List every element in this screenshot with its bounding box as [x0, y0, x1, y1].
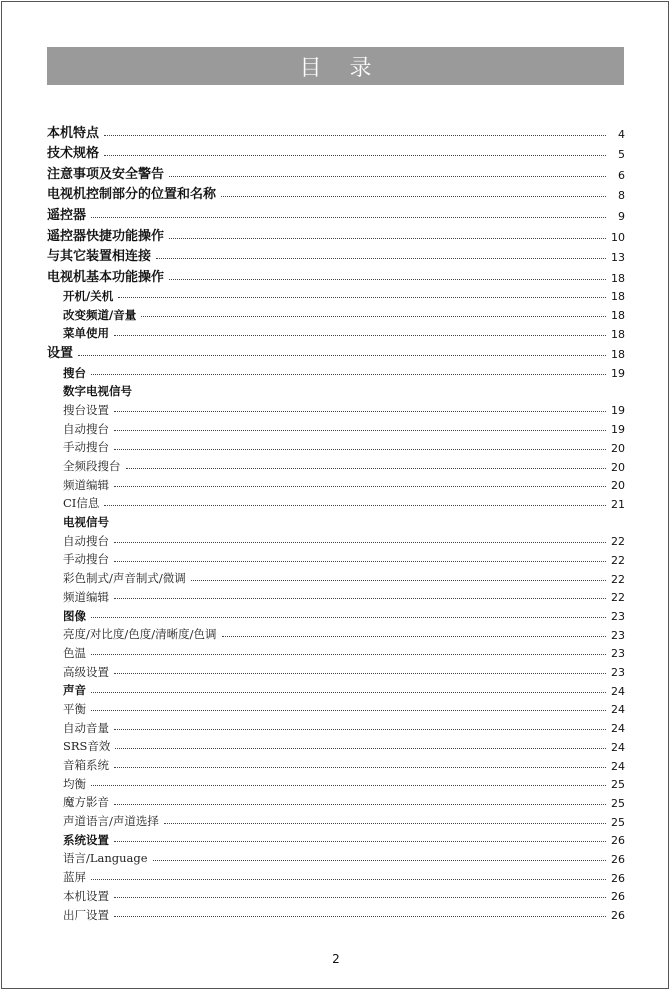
- dot-leader: [104, 504, 606, 506]
- dot-leader: [78, 354, 606, 356]
- toc-entry-page-number: 5: [618, 148, 625, 162]
- toc-entry-page-number: 22: [611, 553, 625, 567]
- dot-leader: [91, 784, 606, 786]
- toc-entry-label: 本机设置: [63, 888, 109, 903]
- dot-leader: [104, 154, 606, 156]
- toc-entry-page-number: 25: [611, 778, 625, 792]
- toc-entry-page-number: 22: [611, 535, 625, 549]
- toc-entry[interactable]: [47, 715, 625, 734]
- toc-entry[interactable]: [47, 902, 625, 921]
- dot-leader: [114, 334, 606, 336]
- toc-entry-page-number: 22: [611, 591, 625, 605]
- toc-entry-page-number: 9: [618, 209, 625, 223]
- toc-entry[interactable]: [47, 659, 625, 678]
- toc-entry[interactable]: [47, 510, 625, 529]
- dot-leader: [114, 485, 606, 487]
- toc-entry-page-number: 22: [611, 572, 625, 586]
- dot-leader: [104, 134, 606, 136]
- toc-entry[interactable]: [47, 454, 625, 473]
- title-bar: [47, 47, 624, 85]
- toc-entry-label: 频道编辑: [63, 477, 109, 492]
- toc-entry[interactable]: [47, 160, 625, 181]
- toc-entry-page-number: 24: [611, 740, 625, 754]
- dot-leader: [164, 822, 606, 824]
- toc-entry-page-number: 24: [611, 722, 625, 736]
- toc-entry[interactable]: [47, 201, 625, 222]
- toc-entry[interactable]: [47, 321, 625, 340]
- toc-entry[interactable]: [47, 243, 625, 264]
- toc-entry-page-number: 24: [611, 759, 625, 773]
- toc-entry-label: 电视机控制部分的位置和名称: [47, 187, 217, 203]
- toc-entry-page-number: 18: [611, 290, 625, 304]
- toc-entry-label: 改变频道/音量: [63, 307, 137, 322]
- toc-entry[interactable]: [47, 473, 625, 492]
- toc-entry-label: 图像: [63, 608, 86, 623]
- dot-leader: [114, 597, 606, 599]
- toc-entry-page-number: 6: [618, 168, 625, 182]
- toc-entry-page-number: 20: [611, 441, 625, 455]
- dot-leader: [114, 766, 606, 768]
- toc-entry-label: 平衡: [63, 701, 86, 716]
- dot-leader: [91, 616, 606, 618]
- toc-entry[interactable]: [47, 140, 625, 161]
- toc-entry-page-number: 20: [611, 479, 625, 493]
- toc-entry-label: 音箱系统: [63, 758, 109, 773]
- dot-leader: [222, 635, 607, 637]
- dot-leader: [91, 878, 606, 880]
- toc-entry-label: 手动搜台: [63, 552, 109, 567]
- dot-leader: [114, 728, 606, 730]
- toc-entry-label: 遥控器快捷功能操作: [47, 228, 165, 244]
- toc-entry-label: 设置: [47, 346, 74, 362]
- dot-leader: [153, 859, 606, 861]
- toc-entry[interactable]: [47, 697, 625, 716]
- dot-leader: [169, 237, 606, 239]
- toc-entry[interactable]: [47, 340, 625, 361]
- dot-leader: [91, 709, 606, 711]
- toc-entry-page-number: 26: [611, 852, 625, 866]
- dot-leader: [114, 429, 606, 431]
- toc-entry-page-number: 13: [611, 251, 625, 265]
- dot-leader: [114, 448, 606, 450]
- toc-entry-page-number: 23: [611, 628, 625, 642]
- toc-entry-page-number: 19: [611, 367, 625, 381]
- toc-entry-page-number: 25: [611, 815, 625, 829]
- toc-entry-label: 魔方影音: [63, 795, 109, 810]
- table-of-contents: [47, 119, 625, 921]
- toc-entry-label: 色温: [63, 645, 86, 660]
- toc-entry-label: 搜台: [63, 365, 86, 380]
- toc-entry[interactable]: [47, 547, 625, 566]
- dot-leader: [118, 296, 606, 298]
- dot-leader: [114, 896, 606, 898]
- dot-leader: [91, 691, 606, 693]
- dot-leader: [114, 672, 606, 674]
- toc-entry[interactable]: [47, 846, 625, 865]
- toc-entry-label: 本机特点: [47, 125, 100, 141]
- toc-entry[interactable]: [47, 398, 625, 417]
- toc-entry-label: 自动搜台: [63, 533, 109, 548]
- toc-entry[interactable]: [47, 491, 625, 510]
- dot-leader: [114, 560, 606, 562]
- toc-entry-label: 声音: [63, 683, 86, 698]
- toc-entry[interactable]: [47, 435, 625, 454]
- toc-entry-page-number: 20: [611, 460, 625, 474]
- dot-leader: [156, 257, 606, 259]
- toc-entry-label: 彩色制式/声音制式/微调: [63, 571, 186, 586]
- toc-entry-page-number: 19: [611, 423, 625, 437]
- dot-leader: [126, 467, 607, 469]
- toc-entry[interactable]: [47, 678, 625, 697]
- toc-entry-label: 全频段搜台: [63, 459, 121, 474]
- toc-entry-label: 系统设置: [63, 832, 109, 847]
- toc-entry-label: 开机/关机: [63, 288, 114, 303]
- dot-leader: [141, 315, 606, 317]
- toc-entry-page-number: 26: [611, 909, 625, 923]
- toc-entry[interactable]: [47, 263, 625, 284]
- page-number: 2: [332, 952, 340, 966]
- toc-entry[interactable]: [47, 119, 625, 140]
- toc-entry-page-number: 18: [611, 327, 625, 341]
- toc-entry-page-number: 8: [618, 189, 625, 203]
- toc-entry-page-number: 21: [611, 497, 625, 511]
- toc-entry-label: 技术规格: [47, 146, 100, 162]
- dot-leader: [91, 373, 606, 375]
- toc-entry[interactable]: [47, 641, 625, 660]
- toc-entry[interactable]: [47, 302, 625, 321]
- toc-entry-page-number: 18: [611, 348, 625, 362]
- dot-leader: [114, 541, 606, 543]
- toc-entry-page-number: 26: [611, 871, 625, 885]
- dot-leader: [91, 216, 606, 218]
- dot-leader: [115, 747, 606, 749]
- toc-entry[interactable]: [47, 529, 625, 548]
- toc-entry[interactable]: [47, 622, 625, 641]
- toc-entry-label: 高级设置: [63, 664, 109, 679]
- toc-entry-page-number: 18: [611, 271, 625, 285]
- toc-entry-page-number: 23: [611, 666, 625, 680]
- toc-entry-page-number: 18: [611, 309, 625, 323]
- toc-entry-page-number: 10: [611, 230, 625, 244]
- toc-entry-label: 数字电视信号: [63, 384, 132, 399]
- toc-entry[interactable]: [47, 884, 625, 903]
- toc-entry-label: 频道编辑: [63, 589, 109, 604]
- toc-entry-label: 搜台设置: [63, 402, 109, 417]
- dot-leader: [91, 653, 606, 655]
- dot-leader: [169, 175, 606, 177]
- dot-leader: [114, 410, 606, 412]
- toc-entry[interactable]: [47, 181, 625, 202]
- page-title: 目录: [299, 55, 400, 81]
- toc-entry-page-number: 23: [611, 610, 625, 624]
- toc-entry-page-number: 26: [611, 890, 625, 904]
- toc-entry-label: 声道语言/声道选择: [63, 814, 159, 829]
- dot-leader: [114, 803, 606, 805]
- toc-entry[interactable]: [47, 360, 625, 379]
- toc-entry-page-number: 24: [611, 703, 625, 717]
- dot-leader: [221, 195, 606, 197]
- toc-entry-page-number: 19: [611, 404, 625, 418]
- toc-entry[interactable]: [47, 566, 625, 585]
- toc-entry[interactable]: [47, 379, 625, 398]
- toc-entry[interactable]: [47, 734, 625, 753]
- toc-entry-label: 均衡: [63, 776, 86, 791]
- toc-entry[interactable]: [47, 828, 625, 847]
- toc-entry-label: 电视机基本功能操作: [47, 269, 165, 285]
- toc-entry-label: 遥控器: [47, 207, 87, 223]
- toc-entry-label: CI信息: [63, 496, 100, 511]
- toc-entry-label: 蓝屏: [63, 870, 86, 885]
- toc-entry[interactable]: [47, 603, 625, 622]
- toc-entry[interactable]: [47, 416, 625, 435]
- toc-entry[interactable]: [47, 585, 625, 604]
- toc-entry-page-number: 23: [611, 647, 625, 661]
- toc-entry[interactable]: [47, 865, 625, 884]
- toc-entry-label: 与其它装置相连接: [47, 249, 152, 265]
- toc-entry-label: SRS音效: [63, 739, 111, 754]
- toc-entry-label: 自动音量: [63, 720, 109, 735]
- toc-entry[interactable]: [47, 753, 625, 772]
- toc-entry[interactable]: [47, 222, 625, 243]
- dot-leader: [169, 278, 606, 280]
- toc-entry-page-number: 24: [611, 684, 625, 698]
- toc-entry-label: 注意事项及安全警告: [47, 166, 165, 182]
- toc-entry-label: 语言/Language: [63, 851, 148, 866]
- toc-entry[interactable]: [47, 790, 625, 809]
- toc-entry-label: 手动搜台: [63, 440, 109, 455]
- toc-entry-label: 自动搜台: [63, 421, 109, 436]
- dot-leader: [191, 579, 606, 581]
- dot-leader: [114, 840, 606, 842]
- toc-entry[interactable]: [47, 772, 625, 791]
- dot-leader: [114, 915, 606, 917]
- toc-entry-page-number: 4: [618, 127, 625, 141]
- toc-entry-label: 亮度/对比度/色度/清晰度/色调: [63, 627, 217, 642]
- toc-entry-label: 出厂设置: [63, 907, 109, 922]
- toc-entry-page-number: 25: [611, 796, 625, 810]
- toc-entry[interactable]: [47, 809, 625, 828]
- toc-entry-label: 菜单使用: [63, 326, 109, 341]
- toc-entry-label: 电视信号: [63, 515, 109, 530]
- toc-entry[interactable]: [47, 284, 625, 303]
- toc-entry-page-number: 26: [611, 834, 625, 848]
